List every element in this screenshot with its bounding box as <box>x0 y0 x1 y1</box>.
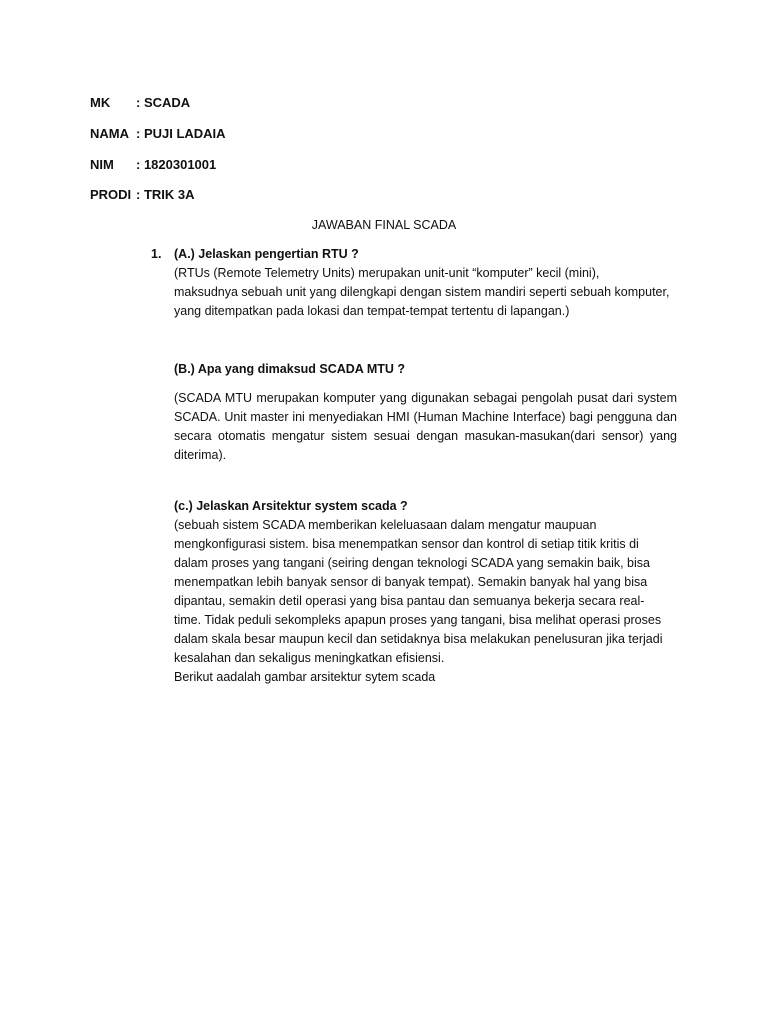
header-nim-label: NIM <box>90 157 114 172</box>
header-mk <box>90 95 191 111</box>
question-a-heading: (A.) Jelaskan pengertian RTU ? <box>174 247 359 261</box>
header-nim-value: : 1820301001 <box>136 157 217 172</box>
answer-line: kesalahan dan sekaligus meningkatkan efisiensi. <box>174 651 445 665</box>
question-number: 1. <box>151 247 162 261</box>
answer-line: (sebuah sistem SCADA memberikan keleluasaan dalam mengatur maupuan <box>174 518 597 532</box>
answer-line: menempatkan lebih banyak sensor di banyak tempat). Semakin banyak hal yang bisa <box>174 575 648 589</box>
header-nama-label: NAMA <box>90 126 129 141</box>
question-b-answer <box>174 389 677 465</box>
answer-line: (SCADA MTU merupakan komputer yang digunakan sebagai pengolah pusat dari system <box>174 391 677 405</box>
answer-line: SCADA. Unit master ini menyediakan HMI (Human Machine Interface) bagi pengguna dan <box>174 410 677 424</box>
header-nim <box>90 157 217 173</box>
header-prodi-label: PRODI <box>90 187 132 202</box>
header-mk-label: MK <box>90 95 111 110</box>
answer-line: time. Tidak peduli sekompleks apapun proses yang tangani, bisa melihat operasi proses <box>174 613 662 627</box>
question-c-heading: (c.) Jelaskan Arsitektur system scada ? <box>174 499 408 513</box>
header-nama <box>90 126 226 142</box>
question-b-heading: (B.) Apa yang dimaksud SCADA MTU ? <box>174 362 406 376</box>
answer-line: diterima). <box>174 448 227 462</box>
answer-line: dipantau, semakin detil operasi yang bisa pantau dan semuanya bekerja secara real- <box>174 594 645 608</box>
header-prodi-value: : TRIK 3A <box>136 187 195 202</box>
answer-line: secara otomatis mengatur sistem sesuai dengan masukan-masukan(dari sensor) yang <box>174 429 677 443</box>
answer-line: maksudnya sebuah unit yang dilengkapi dengan sistem mandiri seperti sebuah komputer, <box>174 285 670 299</box>
header-mk-value: : SCADA <box>136 95 191 110</box>
question-c-answer <box>174 516 662 687</box>
document-title: JAWABAN FINAL SCADA <box>311 218 457 232</box>
header-nama-value: : PUJI LADAIA <box>136 126 226 141</box>
answer-line: (RTUs (Remote Telemetry Units) merupakan unit-unit “komputer” kecil (mini), <box>174 266 600 280</box>
answer-line: Berikut aadalah gambar arsitektur sytem scada <box>174 670 436 684</box>
answer-line: dalam skala besar maupun kecil dan setidaknya bisa melakukan penelusuran jika terjadi <box>174 632 663 646</box>
header-prodi <box>90 187 195 203</box>
answer-line: yang ditempatkan pada lokasi dan tempat-tempat tertentu di lapangan.) <box>174 304 570 318</box>
answer-line: mengkonfigurasi sistem. bisa menempatkan sensor dan kontrol di setiap titik kritis di <box>174 537 639 551</box>
answer-line: dalam proses yang tangani (seiring dengan teknologi SCADA yang semakin baik, bisa <box>174 556 650 570</box>
question-a-answer <box>174 264 669 321</box>
